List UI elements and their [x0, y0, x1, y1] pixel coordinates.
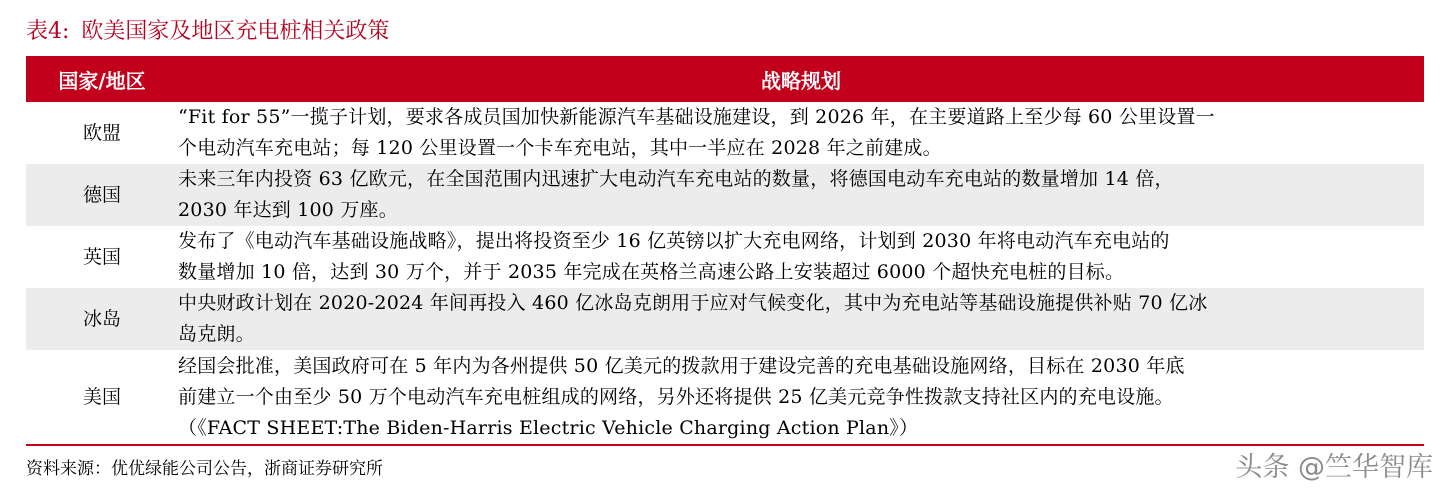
country-cell: 美国 [82, 385, 121, 408]
table-row-usa [26, 350, 1424, 444]
source-note: 资料来源：优优绿能公司公告，浙商证券研究所 [26, 459, 383, 479]
watermark: 头条 @竺华智库 [1235, 452, 1433, 483]
policy-line: “Fit for 55”一揽子计划，要求各成员国加快新能源汽车基础设施建设，到 2026 年，在主要道路上至少每 60 公里设置一 [178, 106, 1215, 128]
policy-line: （《FACT SHEET:The Biden-Harris Electric Vehicle Charging Action Plan》） [178, 416, 919, 439]
policy-cell [178, 102, 1424, 164]
table-row-eu [26, 102, 1424, 164]
policy-cell [178, 351, 1424, 444]
policy-line: 前建立一个由至少 50 万个电动汽车充电桩组成的网络，另外还将提供 25 亿美元竞争性拨款支持社区内的充电设施。 [178, 385, 1174, 408]
policy-table [26, 56, 1424, 446]
table-row-germany [26, 164, 1424, 226]
policy-line: 经国会批准，美国政府可在 5 年内为各州提供 50 亿美元的拨款用于建设完善的充电基础设施网络，目标在 2030 年底 [178, 354, 1185, 377]
policy-line: 岛克朗。 [178, 323, 255, 345]
header-policy: 战略规划 [761, 68, 841, 93]
policy-line: 数量增加 10 倍，达到 30 万个，并于 2035 年完成在英格兰高速公路上安装超过 6000 个超快充电桩的目标。 [178, 261, 1125, 283]
country-cell: 英国 [82, 245, 121, 268]
policy-cell [178, 226, 1424, 288]
table-header [26, 56, 1424, 102]
caption-title: 欧美国家及地区充电桩相关政策 [81, 19, 390, 44]
country-cell: 德国 [82, 183, 121, 206]
table-row-iceland [26, 288, 1424, 350]
table-row-uk [26, 226, 1424, 288]
policy-line: 未来三年内投资 63 亿欧元，在全国范围内迅速扩大电动汽车充电站的数量，将德国电动车充电站的数量增加 14 倍， [178, 168, 1174, 190]
caption-number: 表4: [26, 19, 70, 44]
country-cell: 欧盟 [82, 121, 121, 144]
policy-line: 2030 年达到 100 万座。 [178, 199, 398, 221]
table-bottom-rule [26, 444, 1424, 446]
policy-line: 个电动汽车充电站；每 120 公里设置一个卡车充电站，其中一半应在 2028 年之前建成。 [178, 137, 942, 159]
policy-cell [178, 288, 1424, 350]
policy-line: 中央财政计划在 2020-2024 年间再投入 460 亿冰岛克朗用于应对气候变化，其中为充电站等基础设施提供补贴 70 亿冰 [178, 292, 1208, 314]
policy-cell [178, 164, 1424, 226]
country-cell: 冰岛 [82, 307, 121, 330]
table-caption [26, 14, 389, 50]
policy-line: 发布了《电动汽车基础设施战略》，提出将投资至少 16 亿英镑以扩大充电网络，计划到 2030 年将电动汽车充电站的 [178, 230, 1170, 252]
header-country: 国家/地区 [58, 68, 146, 93]
